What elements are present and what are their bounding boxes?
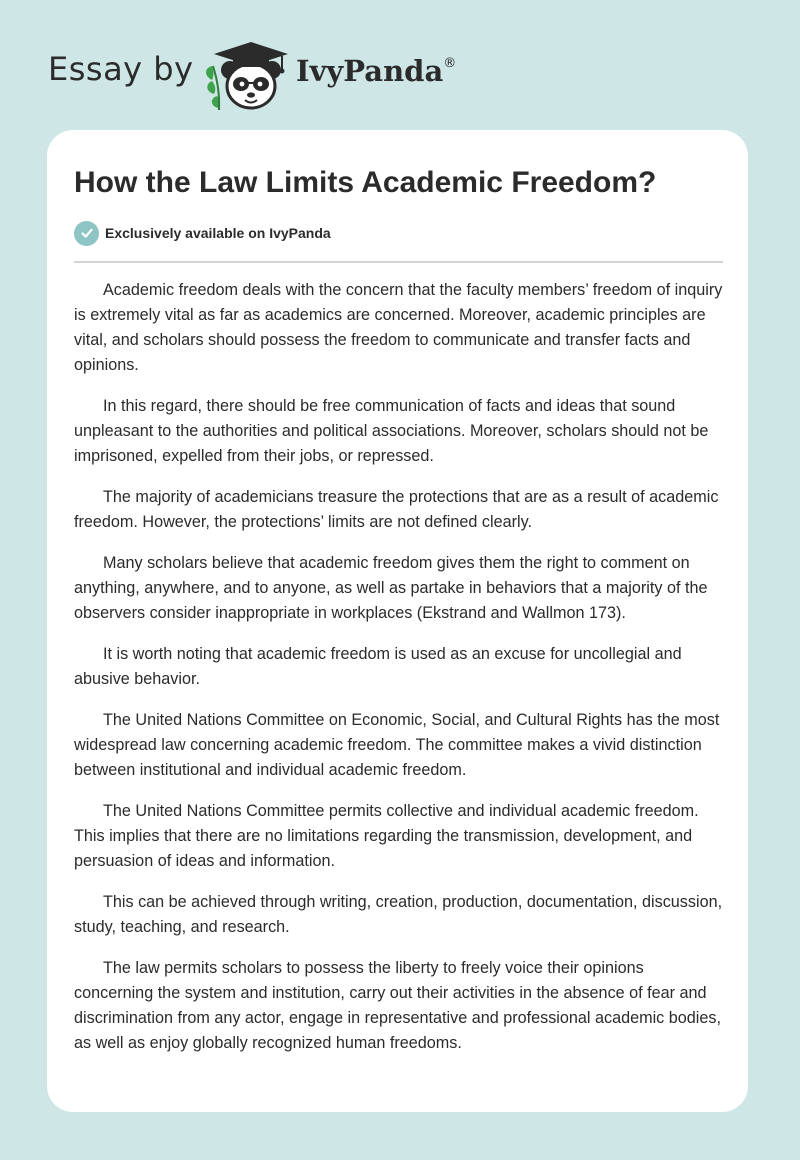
- essay-paragraph: Many scholars believe that academic freedom gives them the right to comment on anything, anywhere, and to anyone, as well as partake in behaviors that a majority of the observers consider inappropriate in workplaces (Ekstrand and Wallmon 173).: [74, 554, 708, 622]
- essay-paragraph: The United Nations Committee permits collective and individual academic freedom. This implies that there are no limitations regarding the transmission, development, and persuasion of ideas and information.: [74, 802, 699, 870]
- brand-name: [296, 54, 456, 88]
- essay-by-label: Essay by: [48, 50, 194, 88]
- panda-graduate-icon: [200, 36, 292, 114]
- essay-body: [74, 278, 724, 1072]
- essay-paragraph: It is worth noting that academic freedom is used as an excuse for uncollegial and abusive behavior.: [74, 645, 682, 688]
- essay-paragraph: In this regard, there should be free communication of facts and ideas that sound unpleasant to the authorities and political associations. Moreover, scholars should not be imprisoned, expelled from their jobs, or repressed.: [74, 397, 709, 465]
- essay-paragraph: Academic freedom deals with the concern that the faculty members’ freedom of inquiry is extremely vital as far as academics are concerned. Moreover, academic principles are vital, and scholars should possess the freedom to communicate and transfer facts and opinions.: [74, 281, 723, 374]
- essay-paragraph: The majority of academicians treasure the protections that are as a result of academic freedom. However, the protections’ limits are not defined clearly.: [74, 488, 719, 531]
- exclusive-badge: [74, 220, 331, 246]
- registered-mark: ®: [443, 56, 457, 71]
- essay-paragraph: The law permits scholars to possess the liberty to freely voice their opinions concerning the system and institution, carry out their activities in the absence of fear and discrimination from any actor, engage in representative and professional academic bodies, as well as enjoy globally recognized human freedoms.: [74, 959, 721, 1052]
- essay-card: [47, 130, 748, 1112]
- check-circle-icon: [74, 221, 99, 246]
- exclusive-badge-label: Exclusively available on IvyPanda: [105, 225, 331, 241]
- title-divider: [74, 261, 723, 263]
- site-header: [48, 36, 568, 116]
- essay-paragraph: This can be achieved through writing, creation, production, documentation, discussion, study, teaching, and research.: [74, 893, 723, 936]
- essay-title: How the Law Limits Academic Freedom?: [74, 166, 657, 199]
- brand-text: IvyPanda: [296, 54, 444, 88]
- essay-paragraph: The United Nations Committee on Economic, Social, and Cultural Rights has the most widespread law concerning academic freedom. The committee makes a vivid distinction between institutional and individual academic freedom.: [74, 711, 720, 779]
